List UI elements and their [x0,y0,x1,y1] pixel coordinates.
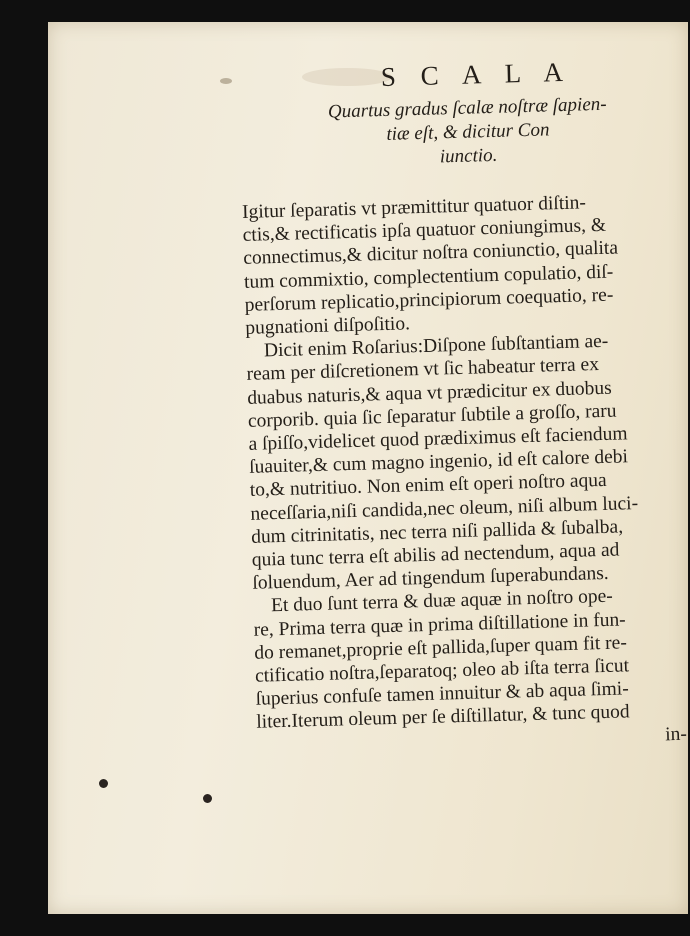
text-line: duabus naturis,& aqua vt prædicitur ex duobus [246,377,612,409]
text-line: re, Prima terra quæ in prima diſtillatione in fun- [253,609,626,641]
text-line: tum commixtio, complectentium copulatio, diſ- [243,261,614,293]
text-line: liter.Iterum oleum per ſe diſtillatur, & tunc quod [256,701,630,734]
subtitle-line: Quartus gradus ſcalæ noſtræ ſapien- [327,93,607,123]
text-line: connectimus,& dicitur noſtra coniunctio, qualita [243,237,619,270]
text-line: perſorum replicatio,principiorum coequatio, re- [244,284,614,316]
text-line: ream per diſcretionem vt ſic habeatur terra ex [246,354,600,386]
ink-dot [99,779,108,788]
text-line: ctificatio noſtra,ſeparatoq; oleo ab iſta terra ſicut [254,655,630,687]
text-line: dum citrinitatis, nec terra niſi pallida & ſubalba, [250,516,624,548]
subtitle-line: iunctio. [439,144,498,168]
subtitle-line: tiæ eſt, & dicitur Con [386,119,550,145]
text-line: ctis,& rectificatis ipſa quatuor coniungimus, & [242,214,607,247]
text-line: pugnationi diſpoſitio. [245,313,411,339]
ink-speck [220,78,232,84]
text-line: Dicit enim Roſarius:Diſpone ſubſtantiam ae- [263,330,609,362]
text-line: do remanet,proprie eſt pallida,ſuper quam fit re- [254,632,628,664]
text-line: corporib. quia ſic ſeparatur ſubtile a groſſo, raru [247,400,617,432]
text-line: ſuperius confuſe tamen innuitur & ab aqua ſimi- [255,678,629,711]
text-line: to,& nutritiuo. Non enim eſt operi noſtro aqua [249,470,607,502]
ink-dot [203,794,212,803]
text-line: Igitur ſeparatis vt præmittitur quatuor diſtin- [241,192,587,223]
text-line: neceſſaria,niſi candida,nec oleum, niſi album luci- [250,492,639,525]
text-line: Et duo ſunt terra & duæ aquæ in noſtro ope- [270,586,614,617]
catchword: in- [664,723,688,746]
text-line: ſuauiter,& cum magno ingenio, id eſt calore debi [248,446,629,479]
text-line: a ſpiſſo,videlicet quod prædiximus eſt faciendum [248,423,628,455]
chapter-subtitle [239,91,687,175]
running-head: S C A L A [380,56,573,93]
text-line: quia tunc terra eſt abilis ad nectendum, aqua ad [251,539,620,571]
text-block [238,54,688,758]
text-line: ſoluendum, Aer ad tingendum ſuperabundans. [252,563,609,595]
body-text [242,188,688,757]
book-page [48,22,688,914]
